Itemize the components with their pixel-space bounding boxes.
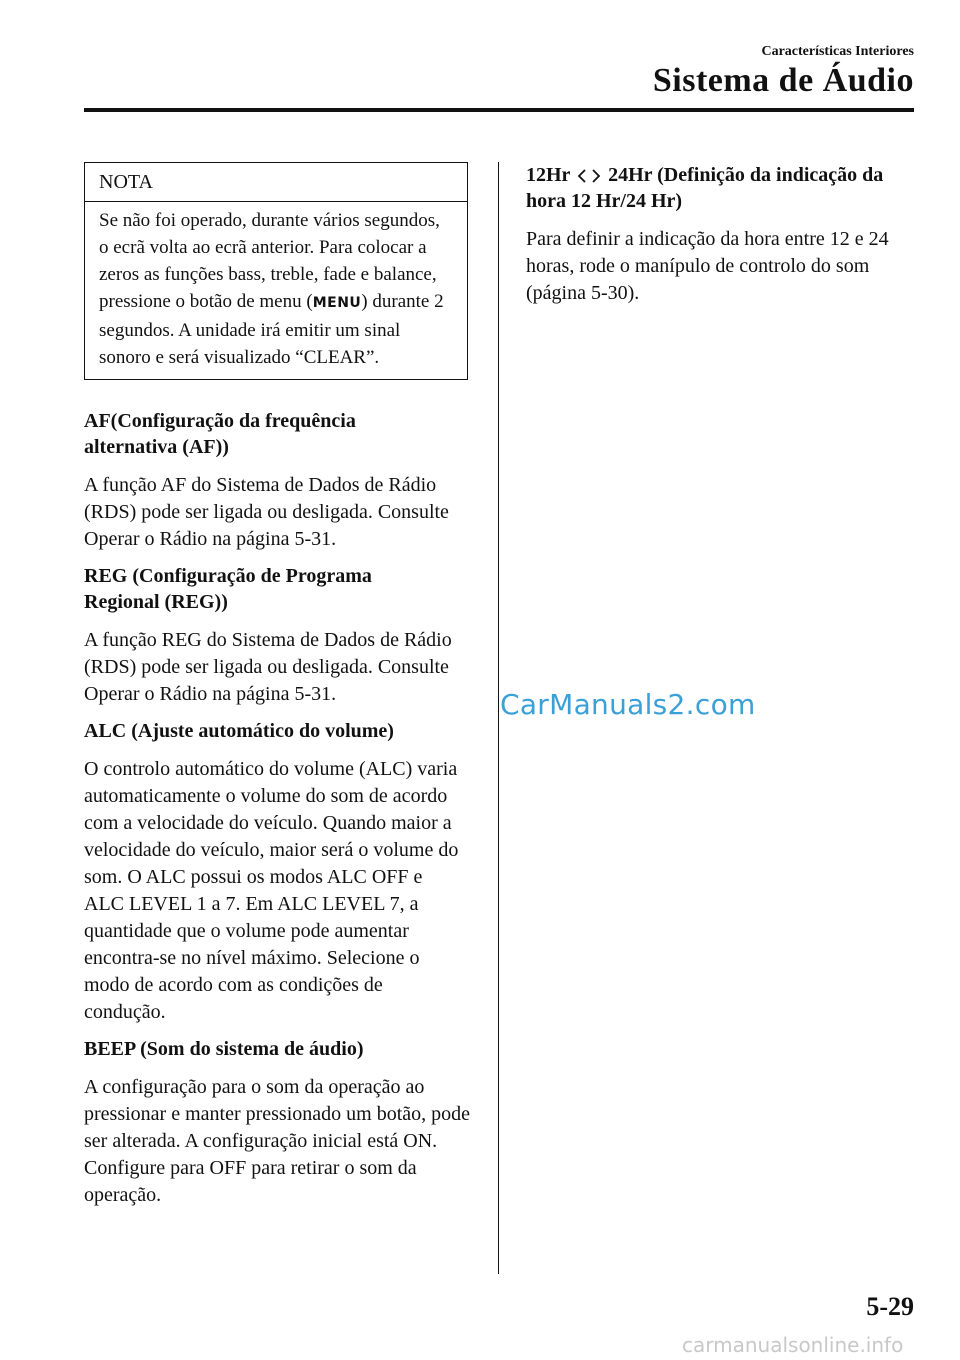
column-divider (498, 162, 499, 1274)
watermark-logo: CarManuals2.com (500, 688, 756, 721)
note-label: NOTA (85, 163, 467, 202)
page-title: Sistema de Áudio (652, 62, 914, 99)
footer-watermark: carmanualsonline.info (682, 1333, 904, 1357)
section-heading-af: AF(Configuração da frequência alternativa (AF)) (84, 410, 356, 458)
note-body (85, 202, 467, 379)
section-body-af: A função AF do Sistema de Dados de Rádio (RDS) pode ser ligada ou desligada. Consulte Operar o Rádio na página 5-31. (84, 474, 449, 550)
section-body-beep: A configuração para o som da operação ao pressionar e manter pressionado um botão, pode ser alterada. A configuração inicial está ON. Configure para OFF para retirar o som da operação. (84, 1076, 471, 1206)
section-body-alc: O controlo automático do volume (ALC) varia automaticamente o volume do som de acordo com a velocidade do veículo. Quando maior a velocidade do veículo, maior será o volume do som. O ALC possui os modos ALC OFF e ALC LEVEL 1 a 7. Em ALC LEVEL 7, a quantidade que o volume pode aumentar encontra-se no nível máximo. Selecione o modo de acordo com as condições de condução. (84, 758, 459, 1023)
note-text-before: Se não foi operado, durante vários segundos, o ecrã volta ao ecrã anterior. Para colocar a zeros as funções bass, treble, fade e balance, pressione o botão de menu ( (99, 210, 440, 312)
header-rule (84, 108, 914, 112)
section-heading-12-24hr (526, 162, 916, 214)
chevron-left-icon (577, 168, 587, 184)
note-box (84, 162, 468, 380)
section-heading-beep: BEEP (Som do sistema de áudio) (84, 1038, 364, 1060)
heading-12hr: 12Hr (526, 164, 571, 186)
heading-24hr: 24Hr (Definição da indicação da hora 12 Hr/24 Hr) (526, 164, 884, 212)
page-number: 5-29 (866, 1292, 914, 1321)
right-column (526, 162, 916, 307)
section-body-12-24hr: Para definir a indicação da hora entre 12 e 24 horas, rode o manípulo de controlo do som (página 5-30). (526, 228, 889, 304)
note-text-after: ) durante 2 segundos. A unidade irá emitir um sinal sonoro e será visualizado “CLEAR”. (99, 291, 444, 368)
left-column (84, 162, 470, 1209)
section-body-reg: A função REG do Sistema de Dados de Rádio (RDS) pode ser ligada ou desligada. Consulte Operar o Rádio na página 5-31. (84, 629, 452, 705)
header-section-label: Características Interiores (761, 44, 914, 59)
section-heading-alc: ALC (Ajuste automático do volume) (84, 720, 394, 742)
section-heading-reg: REG (Configuração de Programa Regional (REG)) (84, 565, 372, 613)
chevron-right-icon (591, 168, 601, 184)
menu-button-icon: MENU (312, 295, 362, 311)
